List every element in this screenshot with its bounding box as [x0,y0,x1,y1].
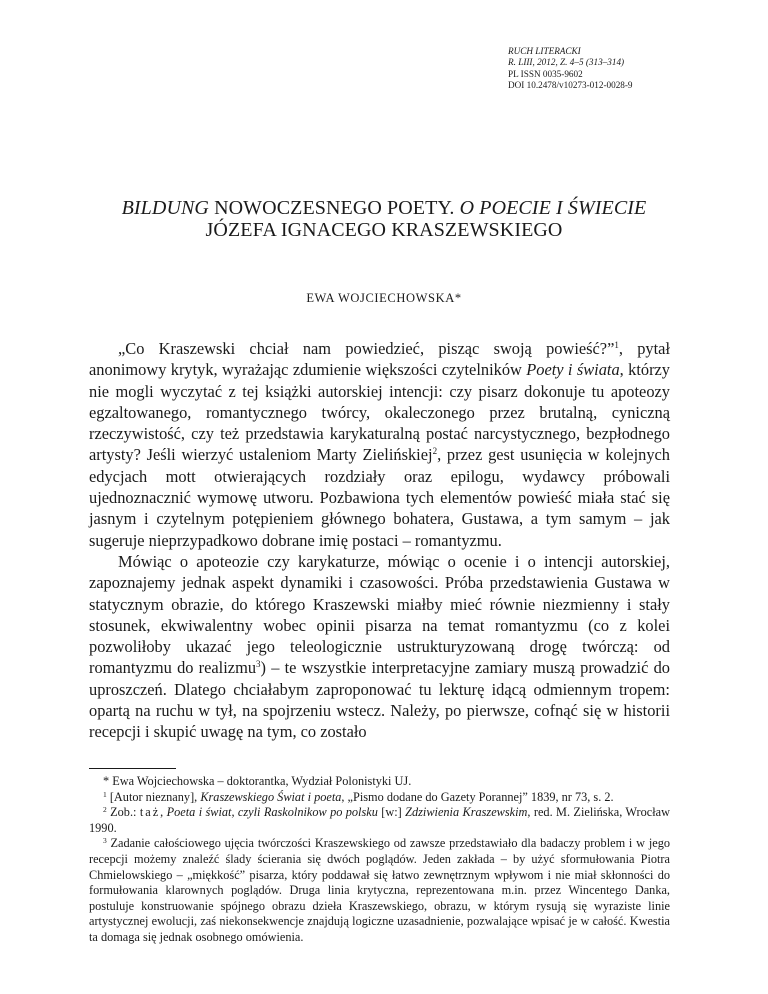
footnote-2-italic-2: Zdziwienia Kraszewskim [405,805,528,820]
title-italic-work: O POECIE I ŚWIECIE [459,197,647,219]
footnote-star: * Ewa Wojciechowska – doktorantka, Wydział Polonistyki UJ. [103,774,412,788]
footnote-divider [89,768,176,769]
footnotes [89,774,670,946]
footnote-1 [89,790,670,806]
title-plain-part: NOWOCZESNEGO POETY. [208,197,460,219]
footnote-2-spaced: taż [139,805,161,820]
article-title-line-1 [0,197,768,220]
p1-italic-title: Poety i świata [526,360,620,380]
footnote-ref-1: 1 [614,340,619,350]
journal-name: RUCH LITERACKI [508,46,581,56]
footnote-2-italic-1: Poeta i świat, czyli Raskolnikow po polsku [166,805,378,820]
title-italic-bildung: BILDUNG [121,197,209,219]
journal-doi: DOI 10.2478/v10273-012-0028-9 [508,80,633,91]
p2-text-b: ) – te wszystkie interpretacyjne zamiary muszą prowadzić do uproszczeń. Dlatego chciałabym zaproponować tu lekturę idącą odmiennym tropem: opartą na ruchu w tył, na spojrzeniu wstecz. Należy, po pierwsze, cofnąć się w historii recepcji i skupić uwagę na tym, co zostało [89,658,671,742]
p1-text-b: , pytał anonimowy krytyk, wyrażając zdumienie większości czytelników [89,339,671,380]
footnote-1-text-b: , „Pismo dodane do Gazety Porannej” 1839, nr 73, s. 2. [341,789,614,804]
footnote-2-text-c: [w:] [377,805,406,820]
footnote-2-text-d: , red. M. Zielińska, Wrocław 1990. [89,805,670,835]
journal-volume: R. LIII, 2012, Z. 4–5 (313–314) [508,57,625,68]
journal-issn: PL ISSN 0035-9602 [508,68,583,79]
paragraph-2 [89,551,670,743]
footnote-1-number: 1 [103,789,107,799]
footnote-2-text-a: Zob.: [106,805,140,820]
paragraph-1 [89,338,670,551]
footnote-1-italic: Kraszewskiego Świat i poeta [200,789,342,804]
footnote-ref-2: 2 [432,446,438,457]
article-title-line-2: JÓZEFA IGNACEGO KRASZEWSKIEGO [205,219,563,241]
footnote-ref-3: 3 [256,659,261,670]
footnote-3-number: 3 [103,836,107,846]
footnote-1-text-a: [Autor nieznany], [106,789,201,804]
author-name: EWA WOJCIECHOWSKA* [306,291,462,305]
footnote-2 [89,805,670,836]
footnote-3-text: Zadanie całościowego ujęcia twórczości Kraszewskiego od zawsze przedstawiało dla badaczy problem i w jego recepcji możemy znaleźć ślady ścierania się dwóch poglądów. Jeden zakłada – by użyć sformułowania Piotra Chmielowskiego – „miękkość” pisarza, który poddawał się łatwo zewnętrznym wpływom i nie miał skłonności do formułowania klarownych poglądów. Druga linia krytyczna, reprezentowana m.in. przez Wincentego Danka, postuluje konstruowanie spójnego obrazu dzieła Kraszewskiego, obrazu, w którym rysują się wyraziste linie artystycznej ewolucji, zaś niekonsekwencje znajdują logiczne uzasadnienie, pozwalające wpisać je w całość. Kwestia ta domaga się jednak osobnego omówienia. [89,836,670,944]
p2-text-a: Mówiąc o apoteozie czy karykaturze, mówiąc o ocenie i o intencji autorskiej, zapoznajemy jednak aspekt dynamiki i czasowości. Próba przedstawienia Gustawa w statycznym obrazie, do którego Kraszewski miałby mieć równie niezmienny i stały stosunek, ekwiwalentny wobec opinii pisarza na temat romantyzmu (co z kolei pozwoliłoby ukazać jego teleologicznie ustrukturyzowaną drogę twórczą: od romantyzmu do realizmu [89,551,670,678]
p1-text-c: , którzy nie mogli wyczytać z tej książki autorskiej intencji: czy pisarz dokonuje tu apoteozy egzaltowanego, romantycznego twórcy, okaleczonego przez brutalną, cyniczną rzeczywistość, czy też przedstawia karykaturalną postać narcystycznego, bezpłodnego artysty? Jeśli wierzyć ustaleniom Marty Zielińskiej [89,360,670,465]
footnote-2-text-b: , [160,805,167,820]
footnote-3 [89,836,670,945]
p1-text-d: , przez gest usunięcia w kolejnych edycjach mott otwierających rozdziały oraz epilogu, wydawcy próbowali ujednoznacznić wymowę utworu. Pozbawiona tych elementów powieść miała stać się jasnym i czytelnym potępieniem głównego bohatera, Gustawa, a tym samym – jak sugeruje nieprzypadkowo dobrane imię postaci – romantyzmu. [89,445,670,550]
journal-header [508,46,748,92]
article-body [89,338,670,743]
p1-text-a: „Co Kraszewski chciał nam powiedzieć, pisząc swoją powieść?” [118,339,615,358]
footnote-2-number: 2 [103,805,107,815]
